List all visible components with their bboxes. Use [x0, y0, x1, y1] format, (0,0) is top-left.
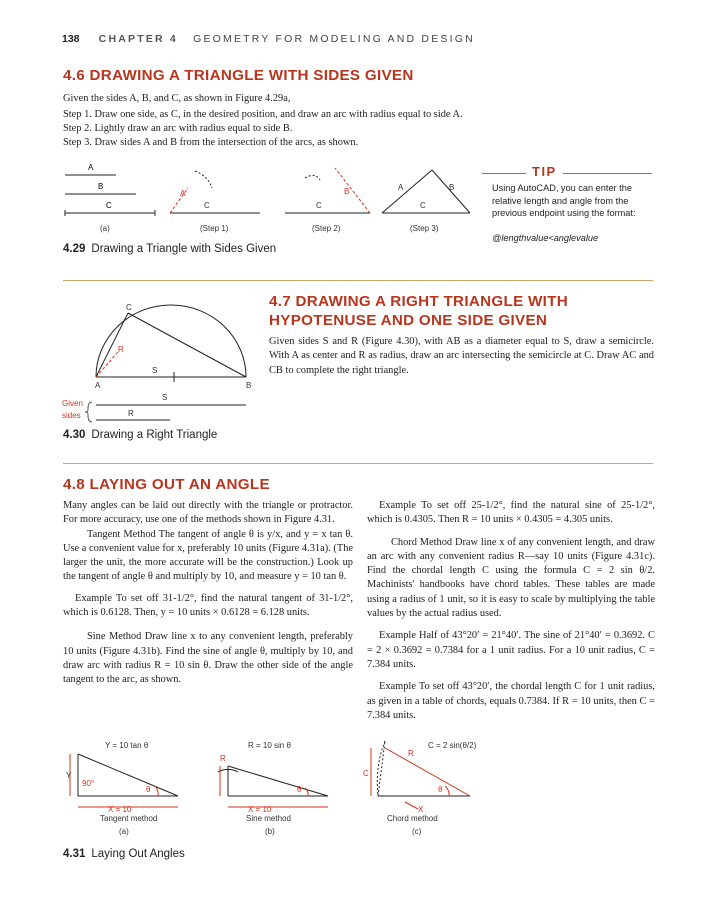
section-4-7-title-line-2: HYPOTENUSE AND ONE SIDE GIVEN [269, 312, 548, 329]
figure-4-30-text: Drawing a Right Triangle [91, 429, 218, 441]
figure-4-30-caption [63, 429, 217, 441]
fig429-step3-label-c: C [420, 201, 426, 210]
fig430-label-s: S [152, 366, 158, 375]
fig430-label-b: B [246, 381, 252, 390]
fig430-given-r: R [128, 409, 134, 418]
section-4-8-left-column [63, 499, 353, 688]
rule-2 [63, 463, 653, 464]
figure-4-29-number: 4.29 [63, 243, 86, 255]
fig429-sub-step2: (Step 2) [312, 224, 341, 233]
fig431c-theta: θ [438, 785, 443, 794]
fig429-sub-step1: (Step 1) [200, 224, 229, 233]
tip-title: TIP [526, 164, 563, 179]
fig429-step1-label-c: C [204, 201, 210, 210]
figure-4-30 [60, 300, 260, 425]
section-4-7-title-line-1: 4.7 DRAWING A RIGHT TRIANGLE WITH [269, 293, 569, 310]
figure-4-31 [60, 736, 480, 836]
fig431c-r: R [408, 749, 414, 758]
figure-4-31-number: 4.31 [63, 848, 86, 860]
fig429-step2-label-b: B [344, 187, 350, 196]
right-para-1: Example To set off 25-1/2°, find the natural sine of 25-1/2°, which is 0.4305. Then R = 10 units × 0.4305 = 4.305 units. [367, 500, 655, 526]
figure-4-31-caption [63, 848, 185, 860]
fig431b-theta: θ [297, 785, 302, 794]
fig431b-formula: R = 10 sin θ [248, 741, 291, 750]
tip-box [482, 173, 652, 174]
fig431a-x: X = 10 [108, 805, 132, 814]
right-para-2: Chord Method Draw line x of any convenient length, and draw an arc with any convenient radius R—say 10 units (Figure 4.31c). Find the chordal length C using the formula C = 2 sin θ/2. Machinists' handbooks have chord tables. These tables are made using a radius of 1 unit, so it is easy to scale by multiplying the table values by the actual radius used. [367, 536, 655, 620]
fig431a-name: Tangent method [100, 814, 158, 823]
fig431c-name: Chord method [387, 814, 438, 823]
fig431b-name: Sine method [246, 814, 291, 823]
fig429-label-c: C [106, 201, 112, 210]
fig429-label-a: A [88, 163, 94, 172]
page-number: 138 [62, 33, 80, 45]
section-4-7-body: Given sides S and R (Figure 4.30), with AB as a diameter equal to S, draw a semicircle. With A as center and R as radius, draw an arc intersecting the semicircle at C. Draw AC and CB to complete the right triangle. [269, 336, 654, 376]
running-head [62, 33, 475, 45]
right-para-4: Example To set off 43°20′, the chordal length C for 1 unit radius, as given in a table of chords, equals 0.7384. If R = 10 units, then C = 7.384 units. [367, 681, 655, 721]
fig431b-sub: (b) [265, 827, 275, 836]
fig431a-theta: θ [146, 785, 151, 794]
fig431c-c: C [363, 769, 369, 778]
section-4-6-title: 4.6 DRAWING A TRIANGLE WITH SIDES GIVEN [63, 67, 414, 84]
fig431c-x: X [418, 805, 424, 814]
fig430-given-s: S [162, 393, 168, 402]
fig430-label-a: A [95, 381, 101, 390]
right-para-3: Example Half of 43°20′ = 21°40′. The sine of 21°40′ = 0.3692. C = 2 × 0.3692 = 0.7384 for a 1 unit radius. For a 10 unit radius, C = 7.384 units. [367, 630, 655, 670]
fig429-sub-a: (a) [100, 224, 110, 233]
fig431a-y: Y [66, 771, 72, 780]
fig429-step2-label-c: C [316, 201, 322, 210]
fig431b-r: R [220, 754, 226, 763]
left-para-2: Tangent Method The tangent of angle θ is y/x, and y = x tan θ. Use a convenient value for x, preferably 10 units (Figure 4.31a). (The larger the unit, the more accurate will be the construction.) Look up the tangent of angle θ and multiply by 10, and measure y = 10 tan θ. [63, 528, 353, 583]
fig429-sub-step3: (Step 3) [410, 224, 439, 233]
figure-4-29-caption [63, 243, 276, 255]
fig429-step1-label-a: A [180, 189, 186, 198]
rule-1 [63, 280, 653, 281]
chapter-title: GEOMETRY FOR MODELING AND DESIGN [193, 33, 475, 45]
fig431a-angle: 90° [82, 779, 95, 788]
fig430-sides-label: sides [62, 411, 81, 420]
section-4-6-step-2: Step 2. Lightly draw an arc with radius equal to side B. [63, 123, 293, 134]
fig431b-x: X = 10 [248, 805, 272, 814]
fig430-given-label: Given [62, 399, 83, 408]
section-4-6-step-1: Step 1. Draw one side, as C, in the desired position, and draw an arc with radius equal to side A. [63, 109, 463, 120]
section-4-8-title: 4.8 LAYING OUT AN ANGLE [63, 476, 270, 493]
left-para-4: Sine Method Draw line x to any convenient length, preferably 10 units (Figure 4.31b). Find the sine of angle θ, multiply by 10, and draw arc with radius R = 10 sin θ. Draw the other side of the angle tangent to the arc, as shown. [63, 631, 353, 686]
section-4-6-intro: Given the sides A, B, and C, as shown in Figure 4.29a, [63, 93, 291, 104]
section-4-8-right-column [367, 499, 655, 723]
figure-4-30-number: 4.30 [63, 429, 86, 441]
fig431c-formula: C = 2 sin(θ/2) [428, 741, 477, 750]
figure-4-29 [60, 158, 480, 236]
fig431a-sub: (a) [119, 827, 129, 836]
fig429-step3-label-a: A [398, 183, 404, 192]
tip-format: @lengthvalue<anglevalue [492, 233, 599, 243]
fig430-label-r: R [118, 345, 124, 354]
left-para-3: Example To set off 31-1/2°, find the natural tangent of 31-1/2°, which is 0.6128. Then, y = 10 units × 0.6128 = 6.128 units. [63, 592, 353, 619]
fig430-label-c: C [126, 303, 132, 312]
figure-4-29-text: Drawing a Triangle with Sides Given [91, 243, 277, 255]
fig429-label-b: B [98, 182, 104, 191]
fig431c-sub: (c) [412, 827, 422, 836]
left-para-1: Many angles can be laid out directly with the triangle or protractor. For more accuracy, use one of the methods shown in Figure 4.31. [63, 500, 353, 526]
tip-text: Using AutoCAD, you can enter the relative length and angle from the previous endpoint using the format: [492, 183, 636, 219]
section-4-6-step-3: Step 3. Draw sides A and B from the intersection of the arcs, as shown. [63, 137, 359, 148]
figure-4-31-text: Laying Out Angles [91, 848, 185, 860]
chapter-label: CHAPTER 4 [98, 33, 178, 45]
fig429-step3-label-b: B [449, 183, 455, 192]
fig431a-formula: Y = 10 tan θ [105, 741, 149, 750]
